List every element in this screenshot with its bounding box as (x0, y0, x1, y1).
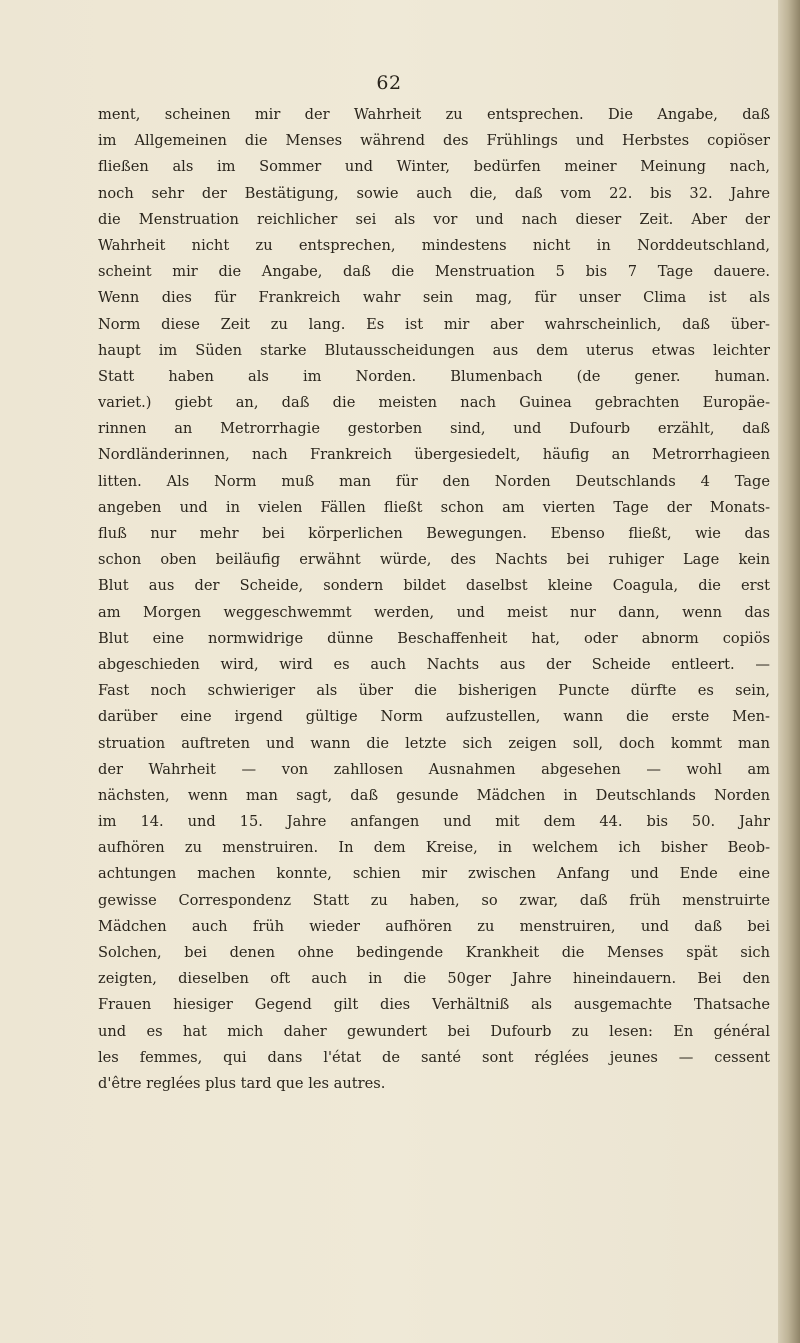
text-line: variet.) giebt an, daß die meisten nach Guinea gebrachten Europäe- (98, 394, 770, 412)
text-line: Blut aus der Scheide, sondern bildet daselbst kleine Coagula, die erst (98, 577, 770, 595)
text-line: les femmes, qui dans l'état de santé sont réglées jeunes — cessent (98, 1048, 770, 1066)
text-line: Wahrheit nicht zu entsprechen, mindestens nicht in Norddeutschland, (98, 236, 770, 254)
text-line: die Menstruation reichlicher sei als vor und nach dieser Zeit. Aber der (98, 210, 770, 228)
text-line: achtungen machen konnte, schien mir zwischen Anfang und Ende eine (98, 865, 770, 883)
text-line: Solchen, bei denen ohne bedingende Krankheit die Menses spät sich (98, 944, 770, 961)
body-text (98, 102, 770, 1097)
text-line: fließen als im Sommer und Winter, bedürfen meiner Meinung nach, (98, 158, 770, 176)
text-line: noch sehr der Bestätigung, sowie auch die, daß vom 22. bis 32. Jahre (98, 184, 770, 202)
text-line: der Wahrheit — von zahllosen Ausnahmen abgesehen — wohl am (98, 760, 770, 778)
text-line: Norm diese Zeit zu lang. Es ist mir aber wahrscheinlich, daß über- (98, 315, 770, 333)
text-line: haupt im Süden starke Blutausscheidungen aus dem uterus etwas leichter (98, 341, 770, 359)
text-line: Frauen hiesiger Gegend gilt dies Verhältniß als ausgemachte Thatsache (98, 996, 770, 1014)
text-line: Blut eine normwidrige dünne Beschaffenheit hat, oder abnorm copiös (98, 629, 770, 647)
text-line: im 14. und 15. Jahre anfangen und mit dem 44. bis 50. Jahr (98, 813, 770, 831)
text-line: Fast noch schwieriger als über die bisherigen Puncte dürfte es sein, (98, 682, 770, 700)
text-line: zeigten, dieselben oft auch in die 50ger Jahre hineindauern. Bei den (98, 970, 770, 988)
text-line: und es hat mich daher gewundert bei Dufourb zu lesen: En général (98, 1022, 770, 1040)
text-line: d'être reglées plus tard que les autres. (98, 1074, 386, 1092)
text-line: Nordländerinnen, nach Frankreich übergesiedelt, häufig an Metrorrhagieen (98, 446, 770, 464)
text-line: nächsten, wenn man sagt, daß gesunde Mädchen in Deutschlands Norden (98, 786, 770, 804)
text-line: Mädchen auch früh wieder aufhören zu menstruiren, und daß bei (98, 917, 770, 935)
text-line: schon oben beiläufig erwähnt würde, des Nachts bei ruhiger Lage kein (98, 551, 770, 569)
text-line: rinnen an Metrorrhagie gestorben sind, und Dufourb erzählt, daß (98, 420, 770, 438)
text-line: fluß nur mehr bei körperlichen Bewegungen. Ebenso fließt, wie das (98, 525, 770, 542)
text-line: litten. Als Norm muß man für den Norden Deutschlands 4 Tage (98, 472, 770, 490)
text-line: Statt haben als im Norden. Blumenbach (de gener. human. (98, 367, 770, 385)
text-line: Wenn dies für Frankreich wahr sein mag, für unser Clima ist als (98, 289, 770, 307)
page-number: 62 (376, 72, 402, 94)
text-line: aufhören zu menstruiren. In dem Kreise, in welchem ich bisher Beob- (98, 839, 770, 857)
text-line: ment, scheinen mir der Wahrheit zu entsprechen. Die Angabe, daß (98, 106, 770, 123)
text-line: angeben und in vielen Fällen fließt schon am vierten Tage der Monats- (98, 498, 770, 516)
text-line: gewisse Correspondenz Statt zu haben, so zwar, daß früh menstruirte (98, 891, 770, 909)
text-line: abgeschieden wird, wird es auch Nachts aus der Scheide entleert. — (98, 655, 770, 673)
page-edge (778, 0, 800, 1343)
text-line: scheint mir die Angabe, daß die Menstruation 5 bis 7 Tage dauere. (98, 263, 770, 281)
text-line: struation auftreten und wann die letzte sich zeigen soll, doch kommt man (98, 734, 770, 752)
text-line: im Allgemeinen die Menses während des Frühlings und Herbstes copiöser (98, 132, 770, 150)
text-line: darüber eine irgend gültige Norm aufzustellen, wann die erste Men- (98, 708, 770, 726)
text-line: am Morgen weggeschwemmt werden, und meist nur dann, wenn das (98, 603, 770, 621)
